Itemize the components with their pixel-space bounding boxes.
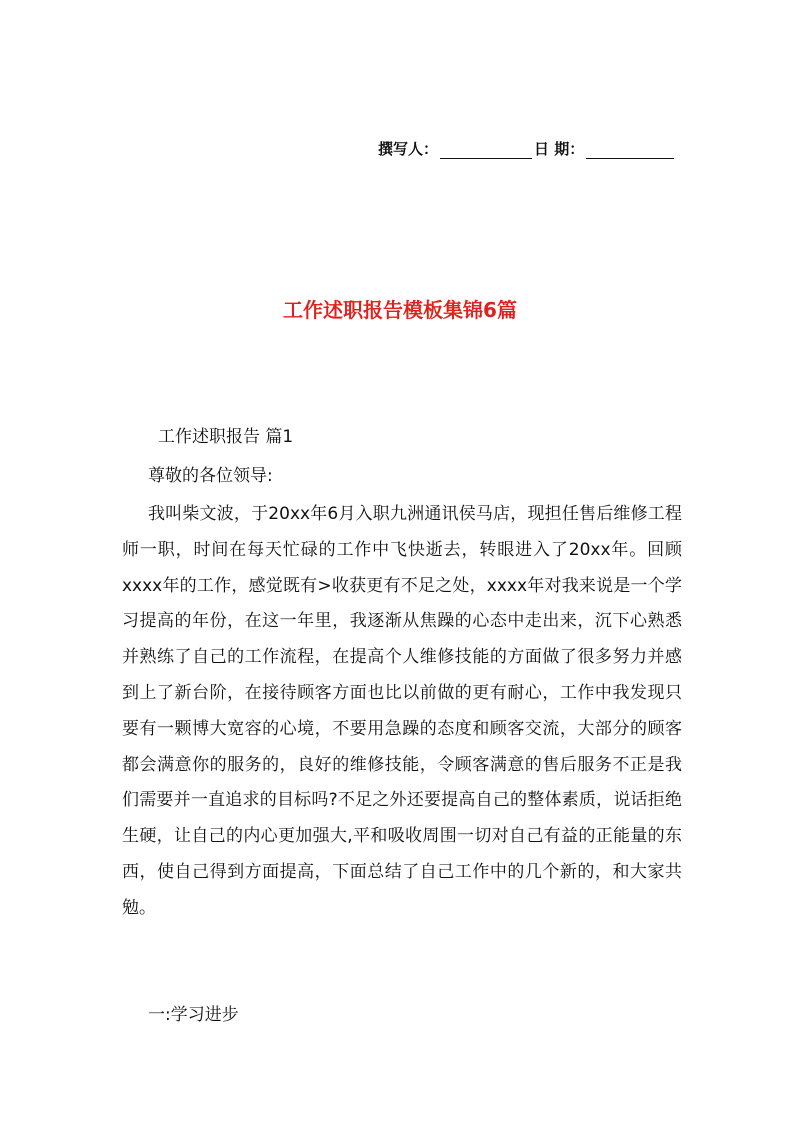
date-label: 日 期： (534, 140, 585, 158)
subheading: 一:学习进步 (148, 1005, 239, 1025)
salutation: 尊敬的各位领导: (148, 466, 273, 486)
document-title: 工作述职报告模板集锦6篇 (283, 298, 517, 322)
body-paragraph: 我叫柴文波，于20xx年6月入职九洲通讯侯马店，现担任售后维修工程师一职，时间在每天忙碌的工作中飞快逝去，转眼进入了20xx年。回顾xxxx年的工作，感觉既有>收获更有不足之处，xxxx年对我来说是一个学习提高的年份，在这一年里，我逐渐从焦躁的心态中走出来，沉下心熟悉并熟练了自己的工作流程，在提高个人维修技能的方面做了很多努力并感到上了新台阶，在接待顾客方面也比以前做的更有耐心，工作中我发现只要有一颗博大宽容的心境，不要用急躁的态度和顾客交流，大部分的顾客都会满意你的服务的，良好的维修技能，令顾客满意的售后服务不正是我们需要并一直追求的目标吗?不足之外还要提高自己的整体素质，说话拒绝生硬，让自己的内心更加强大,平和吸收周围一切对自己有益的正能量的东西，使自己得到方面提高，下面总结了自己工作中的几个新的，和大家共勉。 (122, 504, 682, 918)
author-date-line (378, 138, 674, 159)
author-label: 撰写人： (378, 140, 439, 158)
date-blank-field (586, 142, 674, 159)
section-heading: 工作述职报告 篇1 (158, 427, 294, 447)
author-blank-field (440, 142, 532, 159)
